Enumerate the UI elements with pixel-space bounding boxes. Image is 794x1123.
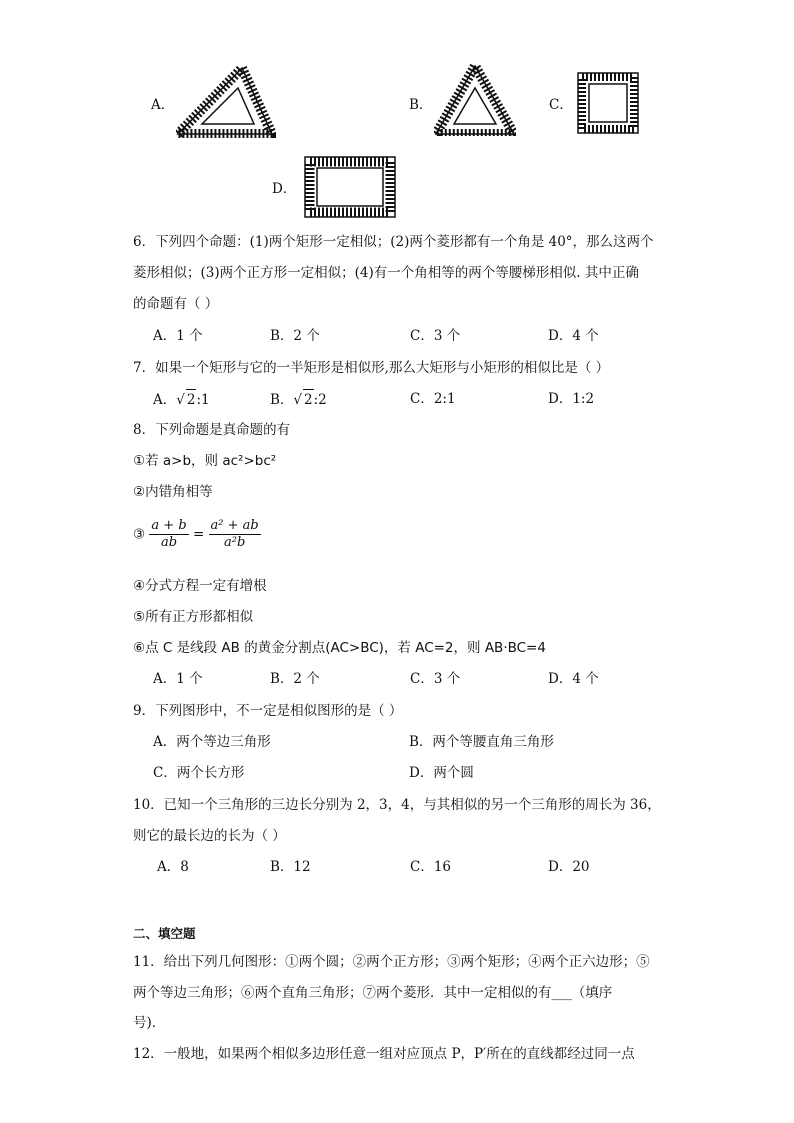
q10-stem-line-2: 则它的最长边的长为（ ） [133,828,286,844]
q8-option-a[interactable]: A．1 个 [153,671,203,687]
fraction-denominator: a²b [224,535,246,550]
fraction-numerator: a + b [151,518,187,533]
q10-option-d[interactable]: D．20 [548,859,590,875]
q7-option-a-suffix: :1 [196,392,210,408]
q8-option-d[interactable]: D．4 个 [548,671,599,687]
q6-stem-line-3: 的命题有（ ） [133,296,219,312]
q6-option-c[interactable]: C．3 个 [410,328,461,344]
q5-option-b-label: B． [409,97,433,113]
q7-option-b[interactable] [270,389,327,410]
q7-option-b-suffix: :2 [313,392,327,408]
q8-item-5: ⑤所有正方形都相似 [133,609,254,625]
q10-option-a[interactable]: A．8 [157,859,189,875]
radical-sign: √ [293,392,303,408]
radical-sign: √ [176,392,185,408]
q8-item-1: ①若 a>b，则 ac²>bc² [133,453,277,469]
q12-stem-line-1: 12．一般地，如果两个相似多边形任意一组对应顶点 P，P′所在的直线都经过同一点 [133,1046,635,1062]
q11-stem-line-1: 11．给出下列几何图形：①两个圆；②两个正方形；③两个矩形；④两个正六边形；⑤ [133,954,650,970]
q5-option-a-label: A． [151,97,175,113]
q5-option-a-triangle-figure [176,66,276,138]
section-2-heading: 二、填空题 [133,926,196,941]
q10-option-c[interactable]: C．16 [410,859,452,875]
equals-sign: = [192,526,205,543]
q7-option-b-radicand: 2 [303,389,314,410]
q7-option-a-radicand: 2 [186,389,197,410]
q8-option-c[interactable]: C．3 个 [410,671,461,687]
q5-option-c-square-figure [576,71,640,135]
q5-option-b-triangle-figure [434,64,516,136]
q7-option-a[interactable] [153,389,210,410]
q9-option-a[interactable]: A．两个等边三角形 [153,734,271,750]
q9-option-d[interactable]: D．两个圆 [409,765,474,781]
fraction-denominator: ab [160,535,178,550]
q9-option-b[interactable]: B．两个等腰直角三角形 [409,734,554,750]
q5-option-d-label: D． [272,181,297,197]
q8-item-6: ⑥点 C 是线段 AB 的黄金分割点(AC>BC)，若 AC=2，则 AB·BC=4 [133,640,546,656]
q5-option-c-label: C． [549,97,573,113]
fraction-numerator: a² + ab [210,518,259,533]
q5-option-d-rectangle-figure [303,155,399,219]
q6-option-a[interactable]: A．1 个 [153,328,203,344]
q8-option-b[interactable]: B．2 个 [270,671,320,687]
q6-option-b[interactable]: B．2 个 [270,328,320,344]
q8-item-3 [133,518,261,558]
q7-stem: 7．如果一个矩形与它的一半矩形是相似形,那么大矩形与小矩形的相似比是（ ） [133,360,610,376]
q9-stem: 9．下列图形中，不一定是相似图形的是（ ） [133,703,403,719]
q7-option-c[interactable]: C．2:1 [410,391,456,407]
q8-item-2: ②内错角相等 [133,484,213,500]
q11-stem-line-2: 两个等边三角形；⑥两个直角三角形；⑦两个菱形．其中一定相似的有___（填序 [133,985,613,1001]
q8-stem: 8．下列命题是真命题的有 [133,422,291,438]
q6-stem-line-2: 菱形相似；(3)两个正方形一定相似；(4)有一个角相等的两个等腰梯形相似. 其中正确 [133,265,639,281]
q10-option-b[interactable]: B．12 [270,859,311,875]
q7-option-a-prefix: A． [153,392,177,408]
q10-stem-line-1: 10．已知一个三角形的三边长分别为 2，3，4，与其相似的另一个三角形的周长为 36， [133,797,661,813]
q11-stem-line-3: 号)． [133,1015,166,1031]
q8-item-3-left-fraction [149,518,188,551]
q8-item-4: ④分式方程一定有增根 [133,578,267,594]
q6-option-d[interactable]: D．4 个 [548,328,599,344]
q9-option-c[interactable]: C．两个长方形 [153,765,245,781]
q8-item-3-right-fraction [209,518,261,551]
q6-stem-line-1: 6．下列四个命题：(1)两个矩形一定相似；(2)两个菱形都有一个角是 40°，那么这两个 [133,234,654,250]
q8-item-3-mark: ③ [133,526,146,543]
q7-option-b-prefix: B． [270,392,294,408]
q7-option-d[interactable]: D．1:2 [548,391,595,407]
